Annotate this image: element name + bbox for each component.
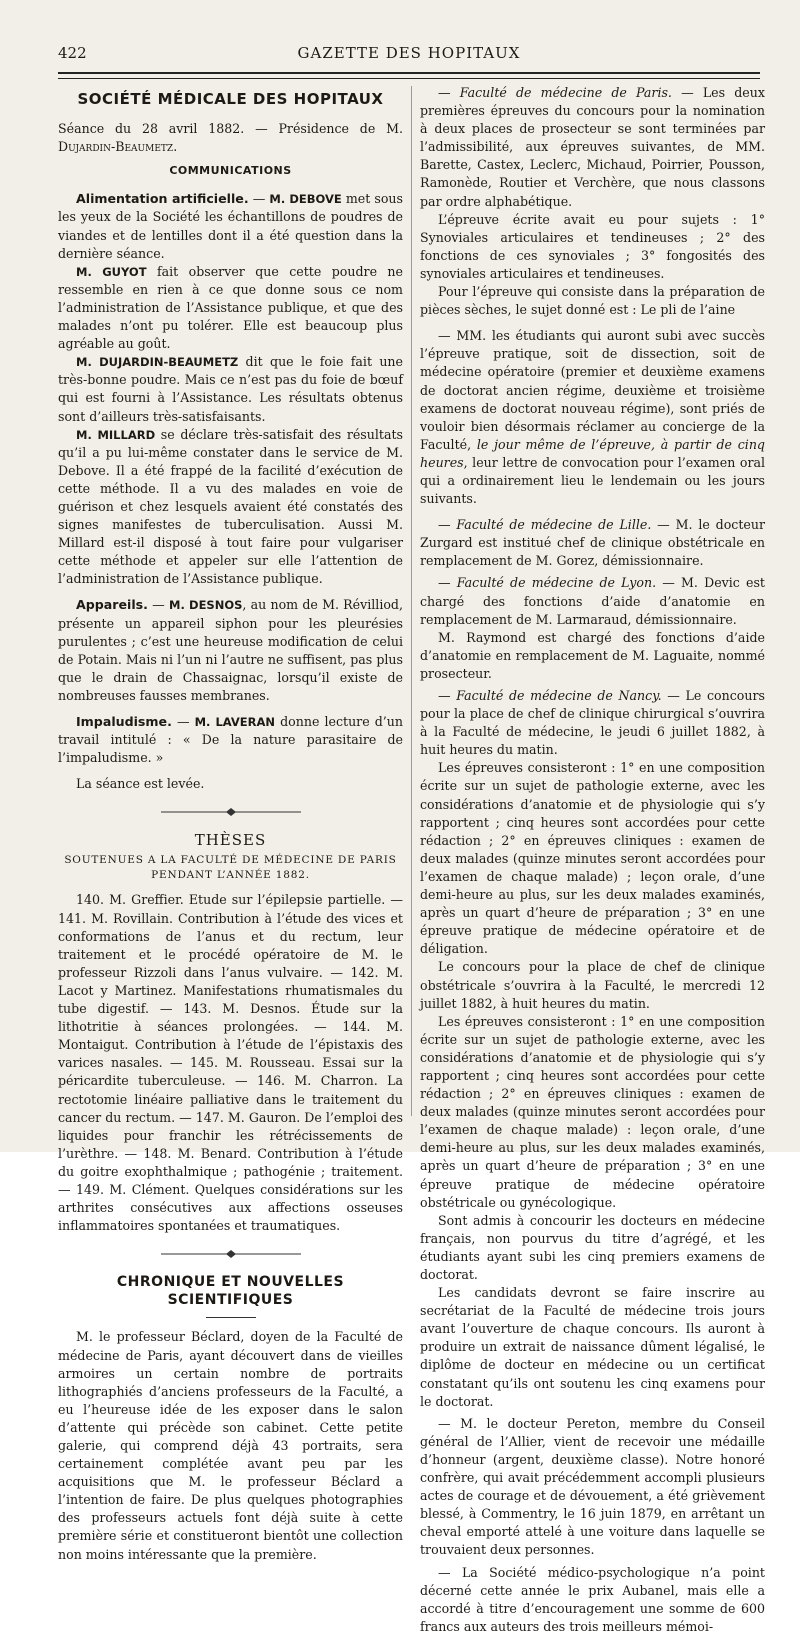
- running-title: GAZETTE DES HOPITAUX: [297, 44, 521, 62]
- seance-levee: La séance est levée.: [76, 776, 205, 792]
- paragraph-candidats: Les candidats devront se faire inscrire au secrétariat de la Faculté de médecine trois jours avant l’ouverture de chaque concours. Ils auront à produire un extrait de naissance dûment légalisé, le diplôme de docteur en médecine ou un certificat constatant qu’ils ont soutenu les cinq examens pour le doctorat.: [420, 1285, 765, 1409]
- theses-subtitle-1: SOUTENUES A LA FACULTÉ DE MÉDECINE DE PARIS: [64, 854, 397, 867]
- paragraph-admission: Sont admis à concourir les docteurs en médecine français, non pourvus du titre d’agrégé, et les étudiants ayant subi les cinq premiers examens de doctorat.: [420, 1212, 765, 1282]
- chronique-heading: CHRONIQUE ET NOUVELLES SCIENTIFIQUES: [116, 1274, 345, 1309]
- header-rule: [58, 72, 760, 79]
- section-title-societe: SOCIÉTÉ MÉDICALE DES HOPITAUX: [77, 90, 384, 108]
- paragraph-epreuves-chirurgie: Les épreuves consisteront : 1° en une composition écrite sur un sujet de pathologie externe, avec les considérations d’anatomie et de physiologie qui s’y rapportent ; cinq heures sont accordées pour cette rédaction ; 2° en épreuves cliniques : examen de deux malades (quinze minutes seront accordées pour l’examen de chaque malade) ; leçon orale, d’une demi-heure au plus, sur les deux malades examinés, après un quart d’heure de préparation ; 3° en une épreuve pratique de médecine opératoire et de déligation.: [420, 760, 765, 957]
- paragraph-dujardin: M. DUJARDIN-BEAUMETZ dit que le foie fait une très-bonne poudre. Mais ce n’est pas du foie de bœuf qui est fourni à l’Assistance. Les résultats obtenus sont d’ailleurs très-satisfaisants.: [58, 354, 403, 424]
- paragraph-faculte-nancy: — Faculté de médecine de Nancy. — Le concours pour la place de chef de clinique chirurgical s’ouvrira à la Faculté de médecine, le jeudi 6 juillet 1882, à huit heures du matin.: [420, 688, 765, 758]
- page-number: 422: [58, 44, 87, 62]
- paragraph-guyot: M. GUYOT fait observer que cette poudre ne ressemble en rien à ce que donne sous ce nom l’administration de l’Assistance publique, et que des malades n’ont pu tolérer. Elle est beaucoup plus agréable au goût.: [58, 263, 403, 352]
- paragraph-epreuve-ecrite: L’épreuve écrite avait eu pour sujets : 1° Synoviales articulaires et tendineuses ; 2° des fonctions de ces synoviales ; 3° fongosités des synoviales articulaires et tendineuses.: [420, 211, 765, 281]
- left-column: [58, 84, 403, 1564]
- ornament-divider: [151, 1249, 311, 1259]
- paragraph-impaludisme: Impaludisme. — M. LAVERAN donne lecture d’un travail intitulé : « De la nature parasitaire de l’impaludisme. »: [58, 714, 403, 766]
- paragraph-concours-obstetricale: Le concours pour la place de chef de clinique obstétricale s’ouvrira à la Faculté, le mercredi 12 juillet 1882, à huit heures du matin.: [420, 959, 765, 1011]
- paragraph-pereton: — M. le docteur Pereton, membre du Conseil général de l’Allier, vient de recevoir une médaille d’honneur (argent, deuxième classe). Notre honoré confrère, qui avait précédemment accompli plusieurs actes de courage et de dévouement, a été grièvement blessé, à Commentry, le 16 juin 1879, en arrêtant un cheval emporté attelé à une voiture dans laquelle se trouvaient deux personnes.: [420, 1415, 765, 1558]
- paragraph-appareils: Appareils. — M. DESNOS, au nom de M. Révilliod, présente un appareil siphon pour les pleurésies purulentes ; c’est une heureuse modification de celui de Potain. Mais ni l’un ni l’autre ne suffisent, pas plus que le drain de Chassaignac, lorsqu’il existe de nombreuses fausses membranes.: [58, 597, 403, 703]
- paragraph-alimentation: Alimentation artificielle. — M. DEBOVE met sous les yeux de la Société les échantillons de poudres de viandes et de lentilles dont il a été question dans la dernière séance.: [58, 191, 403, 261]
- paragraph-beclard: M. le professeur Béclard, doyen de la Faculté de médecine de Paris, ayant découvert dans de vieilles armoires un certain nombre de portraits lithographiés d’anciens professeurs de la Faculté, a eu l’heureuse idée de les exposer dans le salon d’attente qui précède son cabinet. Cette petite galerie, qui comprend déjà 43 portraits, sera certainement complétée avant peu par les acquisitions que M. le professeur Béclard a l’intention de faire. De plus quelques photographies des professeurs actuels font déjà suite à cette première série et constitueront bientôt une collection non moins intéressante que la première.: [58, 1329, 403, 1562]
- theses-heading: THÈSES: [194, 831, 267, 850]
- theses-subtitle-2: PENDANT L’ANNÉE 1882.: [151, 869, 310, 882]
- paragraph-epreuves-obstetricale: Les épreuves consisteront : 1° en une composition écrite sur un sujet de pathologie externe, avec les considérations d’anatomie et de physiologie qui s’y rapportent ; cinq heures sont accordées pour cette rédaction ; 2° en épreuves cliniques : examen de deux malades (quinze minutes seront accordées pour l’examen de chaque malade) : leçon orale, d’une demi-heure au plus, sur les deux malades examinés, après un quart d’heure de préparation ; 3° en une épreuve pratique de médecine opératoire obstétricale ou gynécologique.: [420, 1013, 765, 1210]
- theses-list: 140. M. Greffier. Etude sur l’épilepsie partielle. — 141. M. Rovillain. Contribution à l’étude des vices et conformations de l’anus et du rectum, leur traitement et le procédé opératoire de M. le professeur Rizzoli dans l’anus vulvaire. — 142. M. Lacot y Martinez. Manifestations rhumatismales du tube digestif. — 143. M. Desnos. Étude sur la lithotritie à séances prolongées. — 144. M. Montaigut. Contribution à l’étude de l’épistaxis des varices nasales. — 145. M. Rousseau. Essai sur la péricardite tuberculeuse. — 146. M. Charron. La rectotomie linéaire palliative dans le traitement du cancer du rectum. — 147. M. Gauron. De l’emploi des liquides pour franchir les rétrécissements de l’urèthre. — 148. M. Benard. Contribution à l’étude du goitre exophthalmique ; pathogénie ; traitement. — 149. M. Clément. Quelques considérations sur les arthrites consécutives aux affections osseuses inflammatoires spontanées et traumatiques.: [58, 892, 403, 1234]
- paragraph-societe-medico-psychologique: — La Société médico-psychologique n’a point décerné cette année le prix Aubanel, mais elle a accordé à titre d’encouragement une somme de 600 francs aux auteurs des trois meilleurs mémoi-: [420, 1564, 765, 1634]
- paragraph-millard: M. MILLARD se déclare très-satisfait des résultats qu’il a pu lui-même constater dans le service de M. Debove. Il a été frappé de la facilité d’exécution de cette méthode. Il a vu des malades en voie de guérison et chez lesquels avaient été constatés des signes manifestes de tuberculisation. Aussi M. Millard est-il disposé à tout faire pour vulgariser cette méthode et appeler sur elle l’attention de l’administration de l’Assistance publique.: [58, 426, 404, 587]
- paragraph-faculte-lille: — Faculté de médecine de Lille. — M. le docteur Zurgard est institué chef de clinique obstétricale en remplacement de M. Gorez, démissionnaire.: [420, 517, 765, 569]
- column-divider: [411, 86, 412, 1116]
- seance-line: Séance du 28 avril 1882. — Présidence de M. Dujardin-Beaumetz.: [58, 121, 403, 155]
- right-column: [420, 84, 765, 1636]
- paragraph-etudiants: — MM. les étudiants qui auront subi avec succès l’épreuve pratique, soit de dissection, soit de médecine opératoire (premier et deuxième examens de doctorat ancien régime, deuxième et troisième examens de doctorat nouveau régime), sont priés de vouloir bien désormais réclamer au concierge de la Faculté, le jour même de l’épreuve, à partir de cinq heures, leur lettre de convocation pour l’examen oral qui a ordinairement lieu le lendemain ou les jours suivants.: [420, 328, 765, 507]
- short-rule: [206, 1317, 256, 1318]
- paragraph-faculte-paris: — Faculté de médecine de Paris. — Les deux premières épreuves du concours pour la nomination à deux places de prosecteur se sont terminées par l’admissibilité, aux épreuves suivantes, de MM. Barette, Castex, Leclerc, Michaud, Poirrier, Pousson, Ramonède, Routier et Verchère, que nous classons par ordre alphabétique.: [420, 85, 765, 209]
- paragraph-faculte-lyon: — Faculté de médecine de Lyon. — M. Devic est chargé des fonctions d’aide d’anatomie en remplacement de M. Larmaraud, démissionnaire.: [420, 575, 765, 627]
- paragraph-pieces-seches: Pour l’épreuve qui consiste dans la préparation de pièces sèches, le sujet donné est : Le pli de l’aine: [420, 284, 765, 318]
- page-header: [58, 44, 760, 68]
- ornament-divider: [151, 807, 311, 817]
- paragraph-raymond: M. Raymond est chargé des fonctions d’aide d’anatomie en remplacement de M. Laguaite, nommé prosecteur.: [420, 629, 765, 681]
- communications-heading: COMMUNICATIONS: [169, 164, 292, 178]
